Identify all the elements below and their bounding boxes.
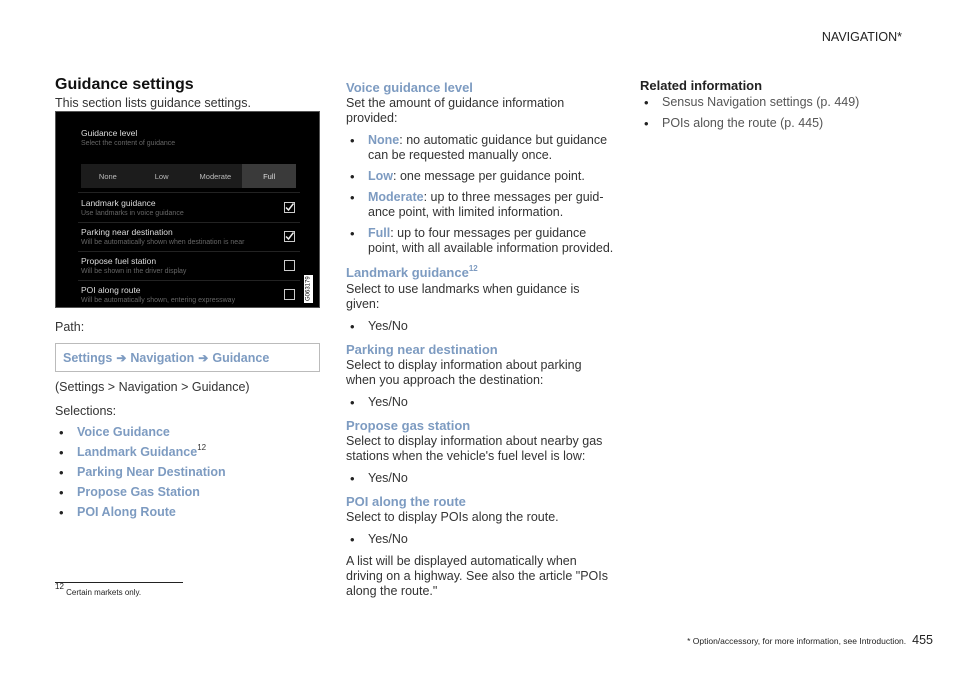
check-icon — [285, 203, 294, 212]
parking-heading: Parking near destination — [346, 342, 498, 357]
selections-label: Selections: — [55, 404, 117, 418]
term-low: Low — [368, 169, 393, 183]
list-item — [55, 505, 320, 520]
option-low: Low — [154, 171, 169, 181]
landmark-heading-text: Landmark guidance — [346, 265, 469, 280]
image-id: G063179 — [305, 276, 312, 302]
list-item — [55, 485, 320, 500]
selections-list — [55, 425, 320, 520]
poi-heading: POI along the route — [346, 494, 466, 509]
checkbox-unchecked — [284, 289, 295, 300]
gas-text: Select to display information about nearby gas stations when the vehicle's fuel level is low: — [346, 434, 603, 463]
screen-divider — [78, 192, 300, 193]
related-link[interactable]: • Sensus Navigation settings (p. 449) — [640, 95, 908, 110]
row-subtitle: Will be shown in the driver display — [81, 268, 187, 275]
list-item — [55, 465, 320, 480]
parking-text: Select to display information about parking when you approach the destination: — [346, 358, 582, 387]
voice-guidance-intro: Set the amount of guidance information provided: — [346, 96, 565, 125]
related-heading: Related information — [640, 78, 763, 93]
list-item — [346, 226, 614, 256]
row-title: POI along route — [81, 285, 141, 295]
footnote-ref: 12 — [468, 264, 478, 273]
list-item — [55, 425, 320, 440]
running-header: NAVIGATION* — [821, 30, 902, 44]
list-item: • Yes/No — [346, 395, 614, 410]
screen-divider — [78, 280, 300, 281]
screen-divider — [78, 251, 300, 252]
voice-guidance-heading: Voice guidance level — [346, 80, 473, 95]
screen-subtitle: Select the content of guidance — [81, 140, 176, 147]
guidance-level-selector — [81, 164, 296, 188]
guidance-settings-screenshot — [55, 111, 320, 308]
footnote-divider — [55, 582, 183, 583]
poi-text: Select to display POIs along the route. — [346, 510, 559, 524]
link-landmark-guidance[interactable]: Landmark Guidance — [77, 445, 198, 459]
footnote — [55, 582, 142, 597]
term-none: None — [368, 133, 400, 147]
list-item: • Yes/No — [346, 471, 614, 486]
section-heading: Guidance settings — [55, 76, 194, 93]
row-subtitle: Use landmarks in voice guidance — [81, 210, 184, 217]
term-description: : no automatic guidance but guidance can be requested manually once. — [368, 133, 608, 162]
list-item: • Yes/No — [346, 532, 614, 547]
row-title: Propose fuel station — [81, 256, 157, 266]
path-text: (Settings > Navigation > Guidance) — [55, 380, 250, 394]
checkbox-unchecked — [284, 260, 295, 271]
list-item: • Yes/No — [346, 319, 614, 334]
footnote-number: 12 — [55, 582, 64, 591]
page-number: 455 — [912, 633, 933, 647]
footer-note: * Option/accessory, for more information, see Introduction. — [687, 636, 907, 646]
term-description: : one message per guidance point. — [393, 169, 585, 183]
link-poi-along-route[interactable]: POI Along Route — [77, 505, 176, 519]
term-moderate: Moderate — [368, 190, 424, 204]
option-none: None — [98, 171, 117, 181]
link-propose-gas-station[interactable]: Propose Gas Station — [77, 485, 200, 499]
screen-divider — [78, 222, 300, 223]
row-subtitle: Will be automatically shown, entering expressway — [81, 297, 236, 304]
section-intro: This section lists guidance settings. — [55, 96, 251, 110]
footnote-ref: 12 — [197, 443, 207, 452]
check-icon — [285, 232, 294, 241]
page-footer — [687, 633, 933, 647]
screen-title: Guidance level — [81, 128, 138, 138]
menu-path-box — [55, 343, 320, 372]
footnote-text: Certain markets only. — [66, 588, 142, 597]
list-item — [346, 169, 614, 184]
option-moderate: Moderate — [199, 171, 232, 181]
middle-column — [346, 80, 614, 599]
row-title: Landmark guidance — [81, 198, 156, 208]
term-full: Full — [368, 226, 391, 240]
row-title: Parking near destination — [81, 227, 173, 237]
landmark-heading — [346, 265, 614, 280]
arrow-right-icon: ➔ — [198, 350, 209, 365]
arrow-right-icon: ➔ — [116, 350, 127, 365]
related-link[interactable]: • POIs along the route (p. 445) — [640, 116, 908, 131]
list-item — [55, 445, 320, 460]
link-parking-near-destination[interactable]: Parking Near Destination — [77, 465, 226, 479]
landmark-text: Select to use landmarks when guidance is given: — [346, 282, 580, 311]
option-full: Full — [242, 164, 296, 188]
path-step: Settings — [63, 350, 113, 365]
row-subtitle: Will be automatically shown when destination is near — [81, 239, 245, 246]
link-voice-guidance[interactable]: Voice Guidance — [77, 425, 170, 439]
term-description: : up to four messages per guidance point, with all available information provided. — [368, 226, 614, 255]
term-description: : up to three messages per guid-ance point, with limited information. — [368, 190, 604, 219]
path-label: Path: — [55, 320, 85, 334]
list-item — [346, 190, 614, 220]
poi-note: A list will be displayed automatically when driving on a highway. See also the article "POIs along the route." — [346, 554, 608, 598]
list-item — [346, 133, 614, 163]
related-information — [640, 78, 908, 131]
checkbox-checked — [284, 202, 295, 213]
gas-heading: Propose gas station — [346, 418, 471, 433]
checkbox-checked — [284, 231, 295, 242]
path-step: Navigation — [130, 350, 195, 365]
path-step: Guidance — [212, 350, 270, 365]
